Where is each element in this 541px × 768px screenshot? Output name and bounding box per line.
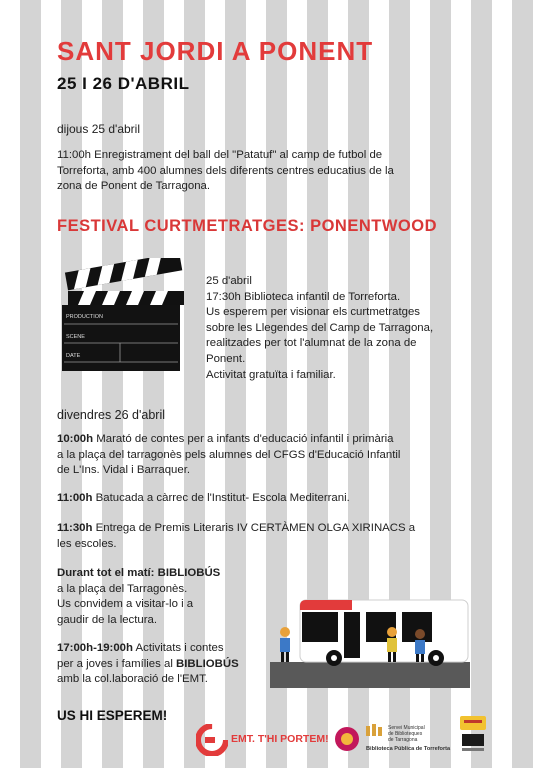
thursday-line: Torreforta, amb 400 alumnes dels diferents centres educatius de la — [57, 164, 394, 177]
thursday-text — [57, 148, 497, 195]
event-dates: 25 I 26 D'ABRIL — [57, 74, 190, 93]
item-text: per a joves i famílies al — [57, 657, 177, 670]
library-logo-icon — [366, 724, 384, 743]
item-text: les escoles. — [57, 537, 117, 550]
bibliobus-label: BIBLIOBÚS — [157, 567, 221, 579]
yellow-badge-logo-icon — [458, 714, 488, 754]
closing-message: US HI ESPEREM! — [57, 708, 168, 723]
item-text: a la plaça del tarragonès pels alumnes del CFGS d'Educació Infantil — [57, 448, 401, 461]
emt-logo-icon — [196, 724, 228, 756]
friday-item-2 — [57, 491, 497, 507]
festival-line: sobre les Llegendes del Camp de Tarragona, — [206, 321, 434, 334]
clapper-label-production: PRODUCTION — [66, 314, 103, 320]
thursday-line: 11:00h Enregistrament del ball del "Patatuf" al camp de futbol de — [57, 149, 383, 161]
bus-illustration — [270, 596, 470, 688]
friday-item-1 — [57, 432, 497, 479]
festival-line: 25 d'abril — [206, 275, 252, 287]
festival-line: Activitat gratuïta i familiar. — [206, 368, 336, 381]
clapper-label-date: DATE — [66, 353, 81, 359]
item-text: gaudir de la lectura. — [57, 613, 158, 626]
item-text: amb la col.laboració de l'EMT. — [57, 673, 208, 686]
page-title: SANT JORDI A PONENT — [57, 36, 374, 66]
item-text: Marató de contes per a infants d'educació infantil i primària — [93, 433, 394, 445]
festival-text — [206, 274, 466, 383]
clapperboard-icon — [60, 258, 190, 376]
item-text: Batucada a càrrec de l'Institut- Escola Mediterrani. — [92, 492, 350, 504]
friday-item-3 — [57, 521, 497, 552]
thursday-heading: dijous 25 d'abril — [57, 122, 141, 136]
friday-heading: divendres 26 d'abril — [57, 408, 166, 422]
item-time: 17:00h-19:00h — [57, 642, 133, 654]
library-service-name: Servei Municipal de Biblioteques de Tarragona — [388, 725, 425, 743]
item-text: Activitats i contes — [132, 642, 224, 654]
item-text: Us convidem a visitar-lo i a — [57, 598, 194, 611]
friday-item-5 — [57, 641, 297, 688]
item-lead: Durant tot el matí: — [57, 567, 158, 579]
friday-item-4 — [57, 566, 297, 628]
bibliobus-label: BIBLIOBÚS — [176, 657, 239, 670]
pink-badge-logo-icon — [334, 726, 360, 752]
item-time: 10:00h — [57, 433, 94, 445]
item-text: de L'Ins. Vidal i Barraquer. — [57, 464, 191, 477]
festival-line: Ponent. — [206, 352, 246, 365]
item-time: 11:30h — [57, 522, 93, 534]
library-name: Biblioteca Pública de Torreforta — [366, 746, 451, 752]
item-text: a la plaça del Tarragonès. — [57, 582, 188, 595]
festival-line: realitzades per tot l'alumnat de la zona de — [206, 337, 417, 350]
library-logo — [366, 724, 450, 758]
item-time: 11:00h — [57, 492, 93, 504]
emt-slogan: EMT. T'HI PORTEM! — [231, 733, 329, 745]
thursday-line: zona de Ponent de Tarragona. — [57, 180, 211, 193]
festival-title: FESTIVAL CURTMETRATGES: PONENTWOOD — [57, 217, 437, 235]
festival-line: 17:30h Biblioteca infantil de Torreforta. — [206, 290, 401, 303]
item-text: Entrega de Premis Literaris IV CERTÀMEN OLGA XIRINACS a — [92, 522, 416, 534]
festival-line: Us esperem per visionar els curtmetratges — [206, 306, 420, 319]
clapper-label-scene: SCENE — [66, 334, 85, 340]
